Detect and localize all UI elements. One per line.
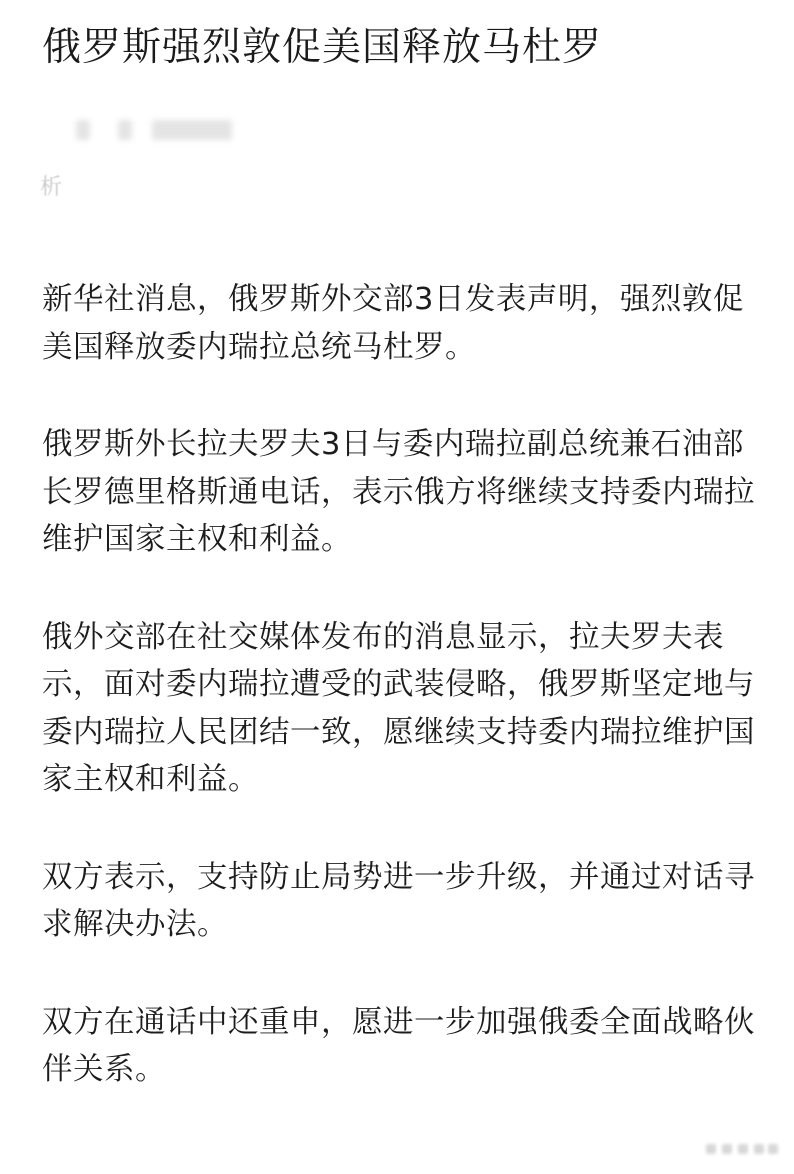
paragraph-4: 双方表示，支持防止局势进一步升级，并通过对话寻求解决办法。 [42,859,755,942]
paragraph-3: 俄外交部在社交媒体发布的消息显示，拉夫罗夫表示，面对委内瑞拉遭受的武装侵略，俄罗斯坚定地与委内瑞拉人民团结一致，愿继续支持委内瑞拉维护国家主权和利益。 [42,619,755,797]
paragraph-1: 新华社消息，俄罗斯外交部3日发表声明，强烈敦促美国释放委内瑞拉总统马杜罗。 [42,282,744,365]
article-title: 俄罗斯强烈敦促美国释放马杜罗 [42,25,603,70]
blurred-tag: 析 [40,175,63,200]
article-body [42,276,770,1144]
paragraph-5: 双方在通话中还重申，愿进一步加强俄委全面战略伙伴关系。 [42,1004,755,1087]
blurred-author-info [66,116,246,144]
paragraph-2: 俄罗斯外长拉夫罗夫3日与委内瑞拉副总统兼石油部长罗德里格斯通电话，表示俄方将继续支持委内瑞拉维护国家主权和利益。 [42,427,755,557]
blurred-watermark [706,1142,778,1156]
